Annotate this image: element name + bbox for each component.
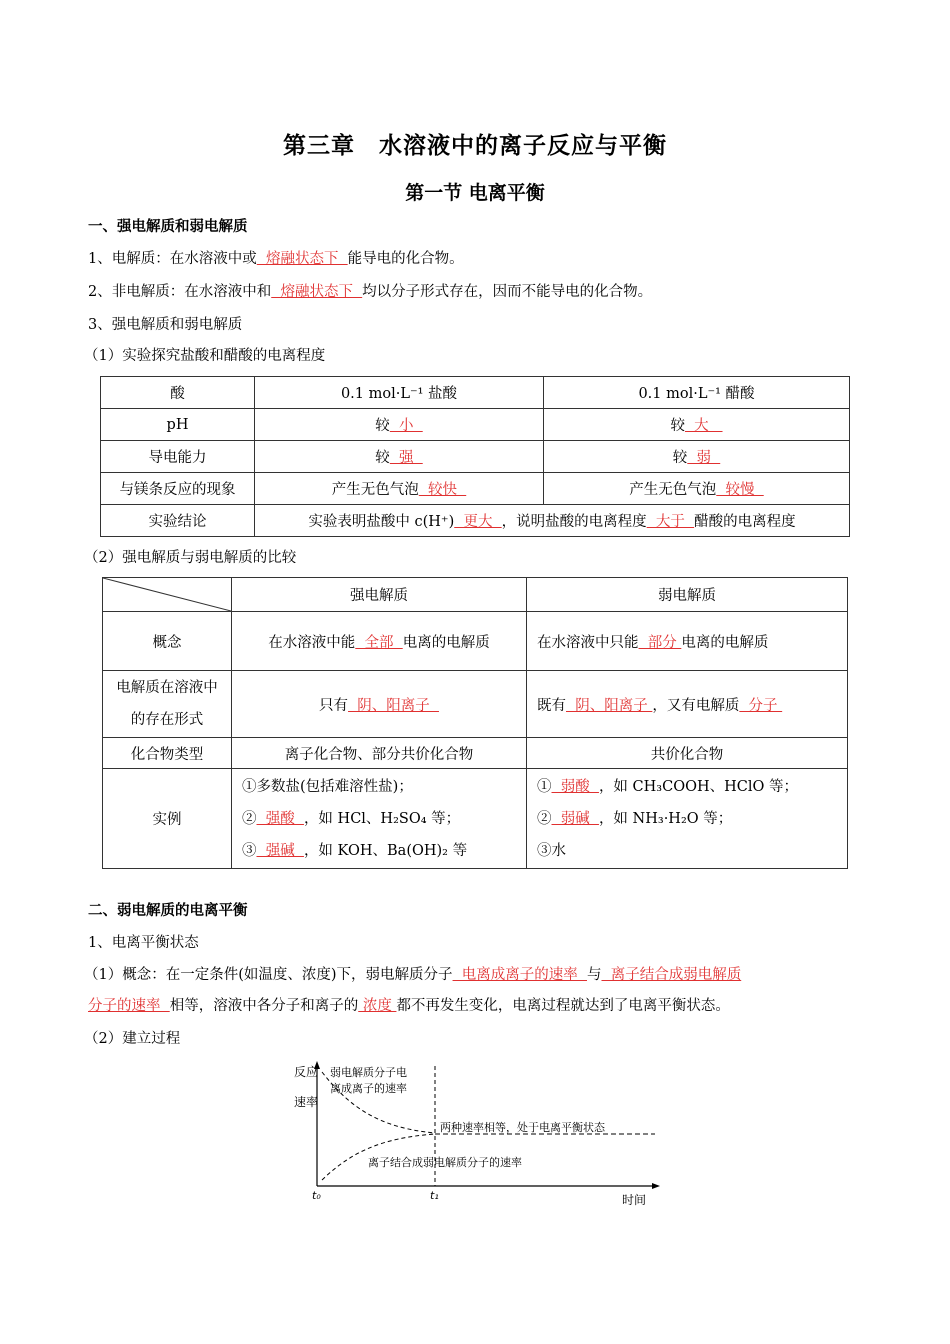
x-axis [317,1183,660,1189]
section-title: 第一节 电离平衡 [405,182,545,204]
y-axis [314,1061,320,1186]
y-axis-label-1: 反应 [294,1065,319,1079]
curve2-label: 离子结合成弱电解质分子的速率 [368,1156,522,1169]
table-row: 导电能力 较 强 较 弱 [101,441,850,473]
t1-label: t₁ [430,1189,439,1202]
diagonal-line [103,578,231,611]
para-3: 3、强电解质和弱电解质 [88,317,243,333]
table-row: 电解质在溶液中的存在形式 只有 阴、阳离子 既有 阴、阳离子 ，又有电解质 分子 [103,671,848,738]
table-row: 概念 在水溶液中能 全部 电离的电解质 在水溶液中只能 部分 电离的电解质 [103,612,848,671]
heading-1: 一、强电解质和弱电解质 [88,219,248,235]
diagonal-header-cell [103,578,232,612]
x-axis-label: 时间 [622,1193,647,1207]
para-concept-2: 分子的速率 相等，溶液中各分子和离子的 浓度 都不再发生变化，电离过程就达到了电离平衡状态。 [88,998,730,1014]
curve1-label-2: 离成离子的速率 [330,1082,407,1095]
table-row: pH 较 小 较 大 [101,409,850,441]
para-concept-1: （1）概念：在一定条件(如温度、浓度)下，弱电解质分子 电离成离子的速率 与 离子结合成弱电解质 [84,967,742,983]
chapter-title: 第三章 水溶液中的离子反应与平衡 [283,133,667,159]
para-electrolyte: 1、电解质：在水溶液中或 熔融状态下 能导电的化合物。 [88,251,464,267]
acid-comparison-table [100,376,850,537]
para-nonelectrolyte: 2、非电解质：在水溶液中和 熔融状态下 均以分子形式存在，因而不能导电的化合物。 [88,284,653,300]
heading-2: 二、弱电解质的电离平衡 [88,903,248,919]
rate-time-graph [290,1058,670,1208]
table-row: 酸 0.1 mol·L⁻¹ 盐酸 0.1 mol·L⁻¹ 醋酸 [101,377,850,409]
para-5: （2）强电解质与弱电解质的比较 [84,550,297,566]
table-row: 与镁条反应的现象 产生无色气泡 较快 产生无色气泡 较慢 [101,473,850,505]
para-process: （2）建立过程 [84,1031,181,1047]
table-row: 实验结论 实验表明盐酸中 c(H⁺) 更大 ，说明盐酸的电离程度 大于 醋酸的电离程度 [101,505,850,537]
y-axis-label-2: 速率 [294,1095,319,1109]
electrolyte-comparison-table [102,577,848,869]
para-equilibrium-state: 1、电离平衡状态 [88,935,199,951]
para-4: （1）实验探究盐酸和醋酸的电离程度 [84,348,326,364]
table-row: 化合物类型 离子化合物、部分共价化合物 共价化合物 [103,738,848,769]
table-row: 实例 ①多数盐(包括难溶性盐)； ② 强酸 ，如 HCl、H₂SO₄ 等； ③ 强碱 ，如 KOH、Ba(OH)₂ 等 ① 弱酸 ，如 CH₃COOH、HClO 等； ② 弱碱 ，如 NH₃·H₂O 等； ③水 [103,769,848,869]
t0-label: t₀ [312,1189,321,1202]
equilibrium-label: 两种速率相等，处于电离平衡状态 [440,1121,605,1134]
table-row: 强电解质 弱电解质 [103,578,848,612]
curve1-label-1: 弱电解质分子电 [330,1066,407,1079]
